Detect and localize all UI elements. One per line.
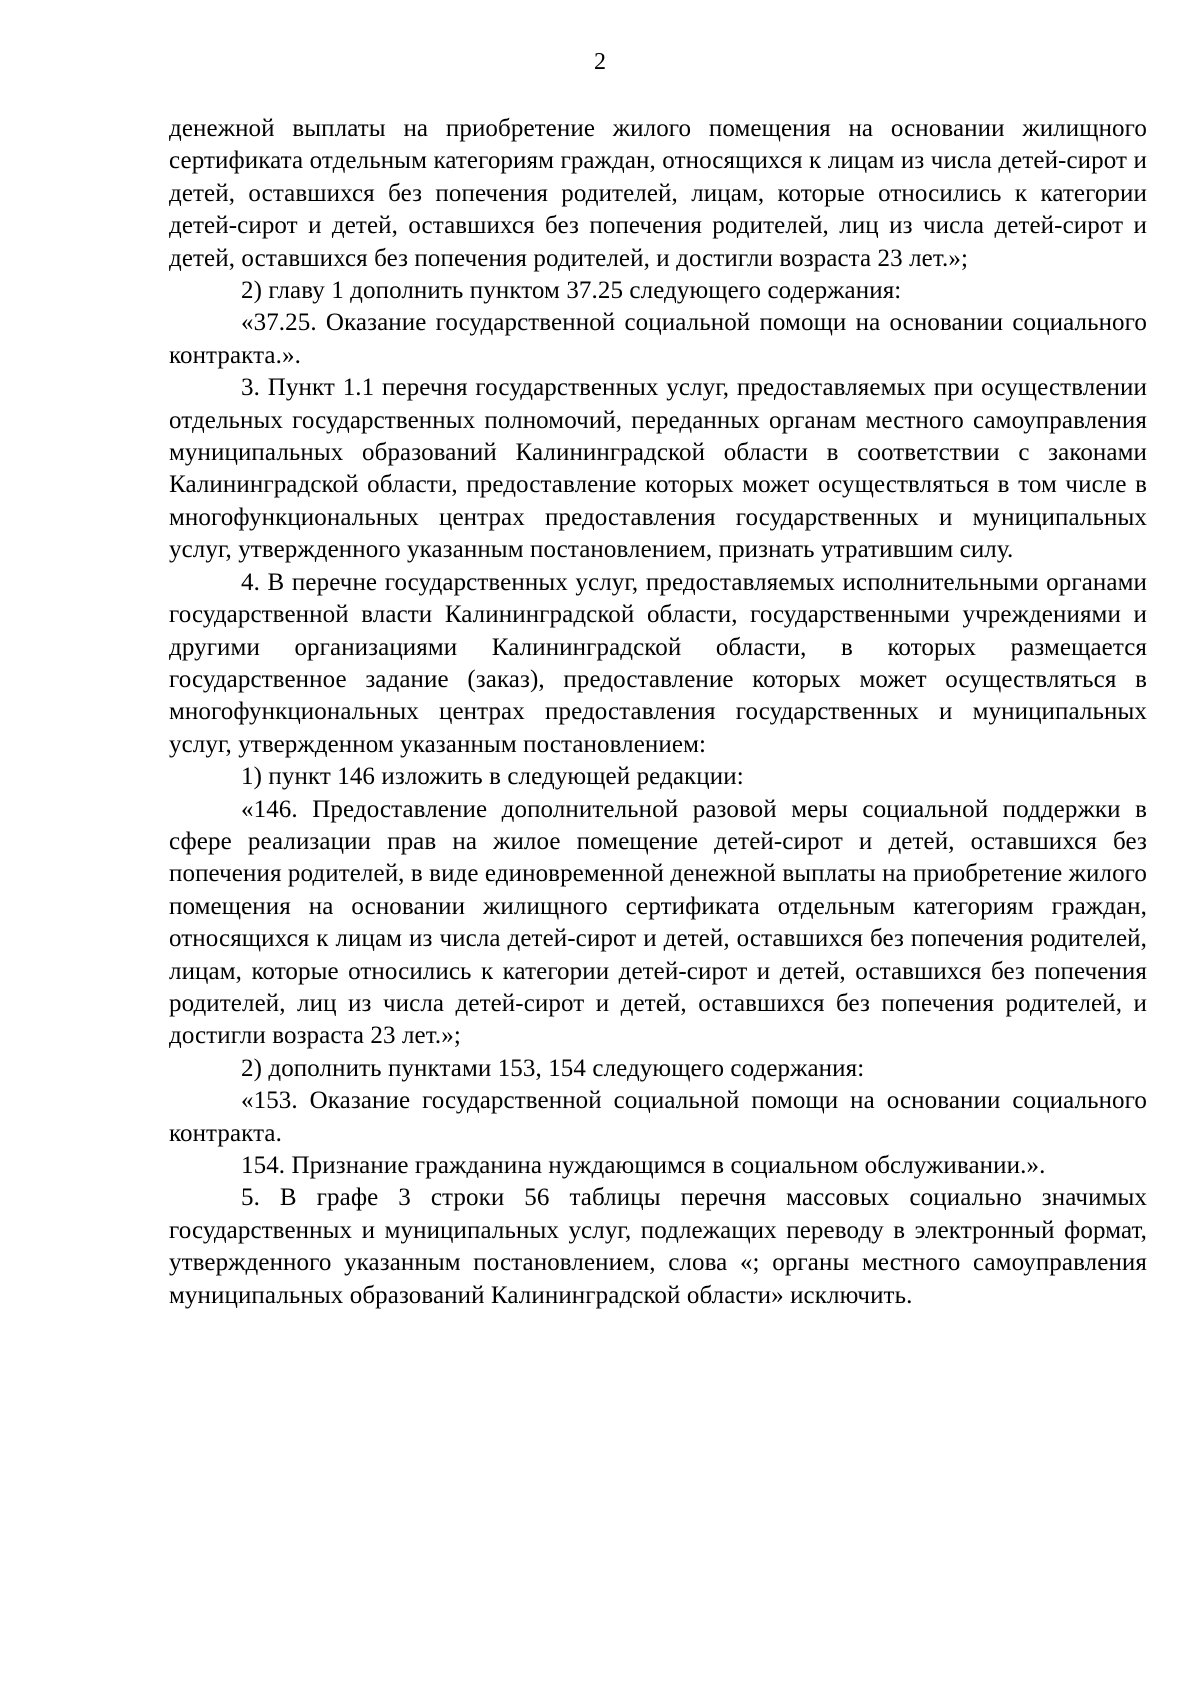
paragraph-section-3: 3. Пункт 1.1 перечня государственных услуг, предоставляемых при осуществлении отдельных государственных полномочий, переданных органам местного самоуправления муниципальных образований Калининградской области в соответствии с законами Калининградской области, предоставление которых может осуществляться в том числе в многофункциональных центрах предоставления государственных и муниципальных услуг, утвержденного указанным постановлением, признать утратившим силу.: [169, 374, 1147, 564]
paragraph-items-153-154-intro: 2) дополнить пунктами 153, 154 следующего содержания:: [241, 1054, 865, 1082]
paragraph-item-146-intro: 1) пункт 146 изложить в следующей редакции:: [241, 763, 744, 791]
paragraph-chapter-1-amendment: 2) главу 1 дополнить пунктом 37.25 следующего содержания:: [241, 277, 902, 305]
page-number: 2: [594, 49, 606, 75]
paragraph-item-154: 154. Признание гражданина нуждающимся в социальном обслуживании.».: [241, 1152, 1046, 1179]
paragraph-section-4: 4. В перечне государственных услуг, предоставляемых исполнительными органами государственной власти Калининградской области, государственными учреждениями и другими организациями Калининградской области, в которых размещается государственное задание (заказ), предоставление которых может осуществляться в многофункциональных центрах предоставления государственных и муниципальных услуг, утвержденном указанным постановлением:: [169, 568, 1147, 758]
paragraph-item-37-25: «37.25. Оказание государственной социальной помощи на основании социального контракта.».: [169, 309, 1147, 369]
paragraph-section-5: 5. В графе 3 строки 56 таблицы перечня массовых социально значимых государственных и муниципальных услуг, подлежащих переводу в электронный формат, утвержденного указанным постановлением, слова «; органы местного самоуправления муниципальных образований Калининградской области» исключить.: [169, 1184, 1147, 1309]
document-body: [169, 113, 1147, 1312]
paragraph-item-153: «153. Оказание государственной социальной помощи на основании социального контракта.: [169, 1087, 1147, 1147]
paragraph-item-146-text: «146. Предоставление дополнительной разовой меры социальной поддержки в сфере реализации прав на жилое помещение детей-сирот и детей, оставшихся без попечения родителей, в виде единовременной денежной выплаты на приобретение жилого помещения на основании жилищного сертификата отдельным категориям граждан, относящихся к лицам из числа детей-сирот и детей, оставшихся без попечения родителей, лицам, которые относились к категории детей-сирот и детей, оставшихся без попечения родителей, лиц из числа детей-сирот и детей, оставшихся без попечения родителей, и достигли возраста 23 лет.»;: [169, 795, 1147, 1050]
paragraph-continuation: денежной выплаты на приобретение жилого помещения на основании жилищного сертификата отдельным категориям граждан, относящихся к лицам из числа детей-сирот и детей, оставшихся без попечения родителей, лицам, которые относились к категории детей-сирот и детей, оставшихся без попечения родителей, лиц из числа детей-сирот и детей, оставшихся без попечения родителей, и достигли возраста 23 лет.»;: [169, 115, 1147, 272]
